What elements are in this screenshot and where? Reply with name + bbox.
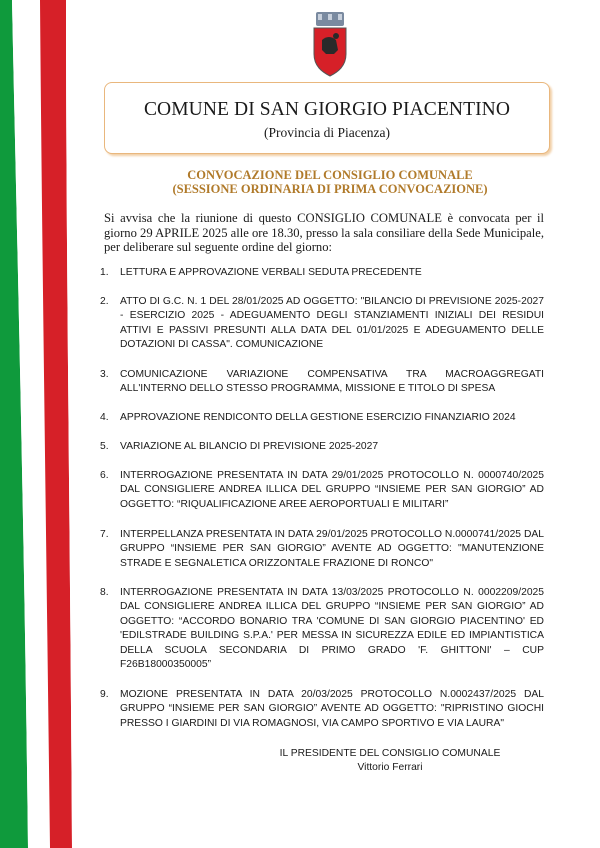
signature-name: Vittorio Ferrari [357,762,423,774]
signature-role: IL PRESIDENTE DEL CONSIGLIO COMUNALE [279,748,501,759]
agenda-item-number: 6. [100,470,109,481]
header-box [104,82,550,154]
agenda-item [100,266,544,280]
province-subtitle: (Provincia di Piacenza) [264,125,390,140]
agenda-item-text: INTERROGAZIONE PRESENTATA IN DATA 29/01/2025 PROTOCOLLO N. 0000740/2025 DAL CONSIGLIERE ANDREA ILLICA DEL GRUPPO “INSIEME PER SAN GIORGIO” AD OGGETTO: “RIQUALIFICAZIONE AREE AEROPORTUALI E MILITARI” [120,470,544,510]
agenda-item [100,469,544,512]
agenda-item-number: 1. [100,267,109,278]
agenda-item-text: INTERPELLANZA PRESENTATA IN DATA 29/01/2025 PROTOCOLLO N.0000741/2025 DAL GRUPPO “INSIEME PER SAN GIORGIO” AVENTE AD OGGETTO: "MANUTENZIONE STRADE E SEGNALETICA ORIZZONTALE FRAZIONE DI RONCO" [120,529,544,569]
agenda-item [100,411,544,425]
agenda-item-text: VARIAZIONE AL BILANCIO DI PREVISIONE 2025-2027 [120,441,379,452]
agenda-item-number: 7. [100,529,109,540]
agenda-item [100,295,544,353]
agenda-item [100,368,544,397]
agenda-item-text: COMUNICAZIONE VARIAZIONE COMPENSATIVA TRA MACROAGGREGATI ALL'INTERNO DELLO STESSO PROGRAMMA, MISSIONE E TITOLO DI SPESA [120,369,544,395]
signature-block [270,747,510,776]
agenda-item-text: INTERROGAZIONE PRESENTATA IN DATA 13/03/2025 PROTOCOLLO N. 0002209/2025 DAL CONSIGLIERE ANDREA ILLICA DEL GRUPPO “INSIEME PER SAN GIORGIO” AD OGGETTO: “ACCORDO BONARIO TRA 'COMUNE DI SAN GIORGIO PIACENTINO' ED 'EDILSTRADE BUILDING S.P.A.' PER MESSA IN SICUREZZA EDILE ED IMPIANTISTICA DELLA SCUOLA SECONDARIA DI PRIMO GRADO 'F. GHITTONI' – CUP F26B18000350005” [120,587,544,671]
intro-paragraph: Si avvisa che la riunione di questo CONSIGLIO COMUNALE è convocata per il giorno 29 APRILE 2025 alle ore 18.30, presso la sala consiliare della Sede Municipale, per deliberare sul seguente ordine del giorno: [104,211,544,254]
convocation-heading [120,168,540,196]
convocation-line-1: CONVOCAZIONE DEL CONSIGLIO COMUNALE [187,168,473,182]
coat-of-arms-icon [310,10,350,78]
agenda-item [100,528,544,571]
agenda-item-text: ATTO DI G.C. N. 1 DEL 28/01/2025 AD OGGETTO: "BILANCIO DI PREVISIONE 2025-2027 - ESERCIZIO 2025 - ADEGUAMENTO DEGLI STANZIAMENTI INIZIALI DEI RESIDUI ATTIVI E PASSIVI PRESUNTI ALLA DATA DEL 01/01/2025 E ADEGUAMENTO DELLE DOTAZIONI DI CASSA". COMUNICAZIONE [120,296,544,351]
agenda-item-number: 9. [100,689,109,700]
convocation-line-2: (SESSIONE ORDINARIA DI PRIMA CONVOCAZIONE) [172,182,488,196]
agenda-item-text: MOZIONE PRESENTATA IN DATA 20/03/2025 PROTOCOLLO N.0002437/2025 DAL GRUPPO “INSIEME PER SAN GIORGIO” AVENTE AD OGGETTO: "RIPRISTINO GIOCHI PRESSO I GIARDINI DI VIA ROMAGNOSI, VIA CAMPO SPORTIVO E VIA LAURA" [120,689,544,729]
agenda-item-text: LETTURA E APPROVAZIONE VERBALI SEDUTA PRECEDENTE [120,267,422,278]
agenda-item [100,440,544,454]
agenda-item-number: 4. [100,412,109,423]
agenda-item-text: APPROVAZIONE RENDICONTO DELLA GESTIONE ESERCIZIO FINANZIARIO 2024 [120,412,516,423]
italian-flag-stripe [0,0,80,848]
agenda-item-number: 2. [100,296,109,307]
agenda-item [100,586,544,672]
agenda-item-number: 3. [100,369,109,380]
agenda-item-number: 5. [100,441,109,452]
municipality-title: COMUNE DI SAN GIORGIO PIACENTINO [143,99,511,120]
agenda-item-number: 8. [100,587,109,598]
agenda-item [100,688,544,731]
